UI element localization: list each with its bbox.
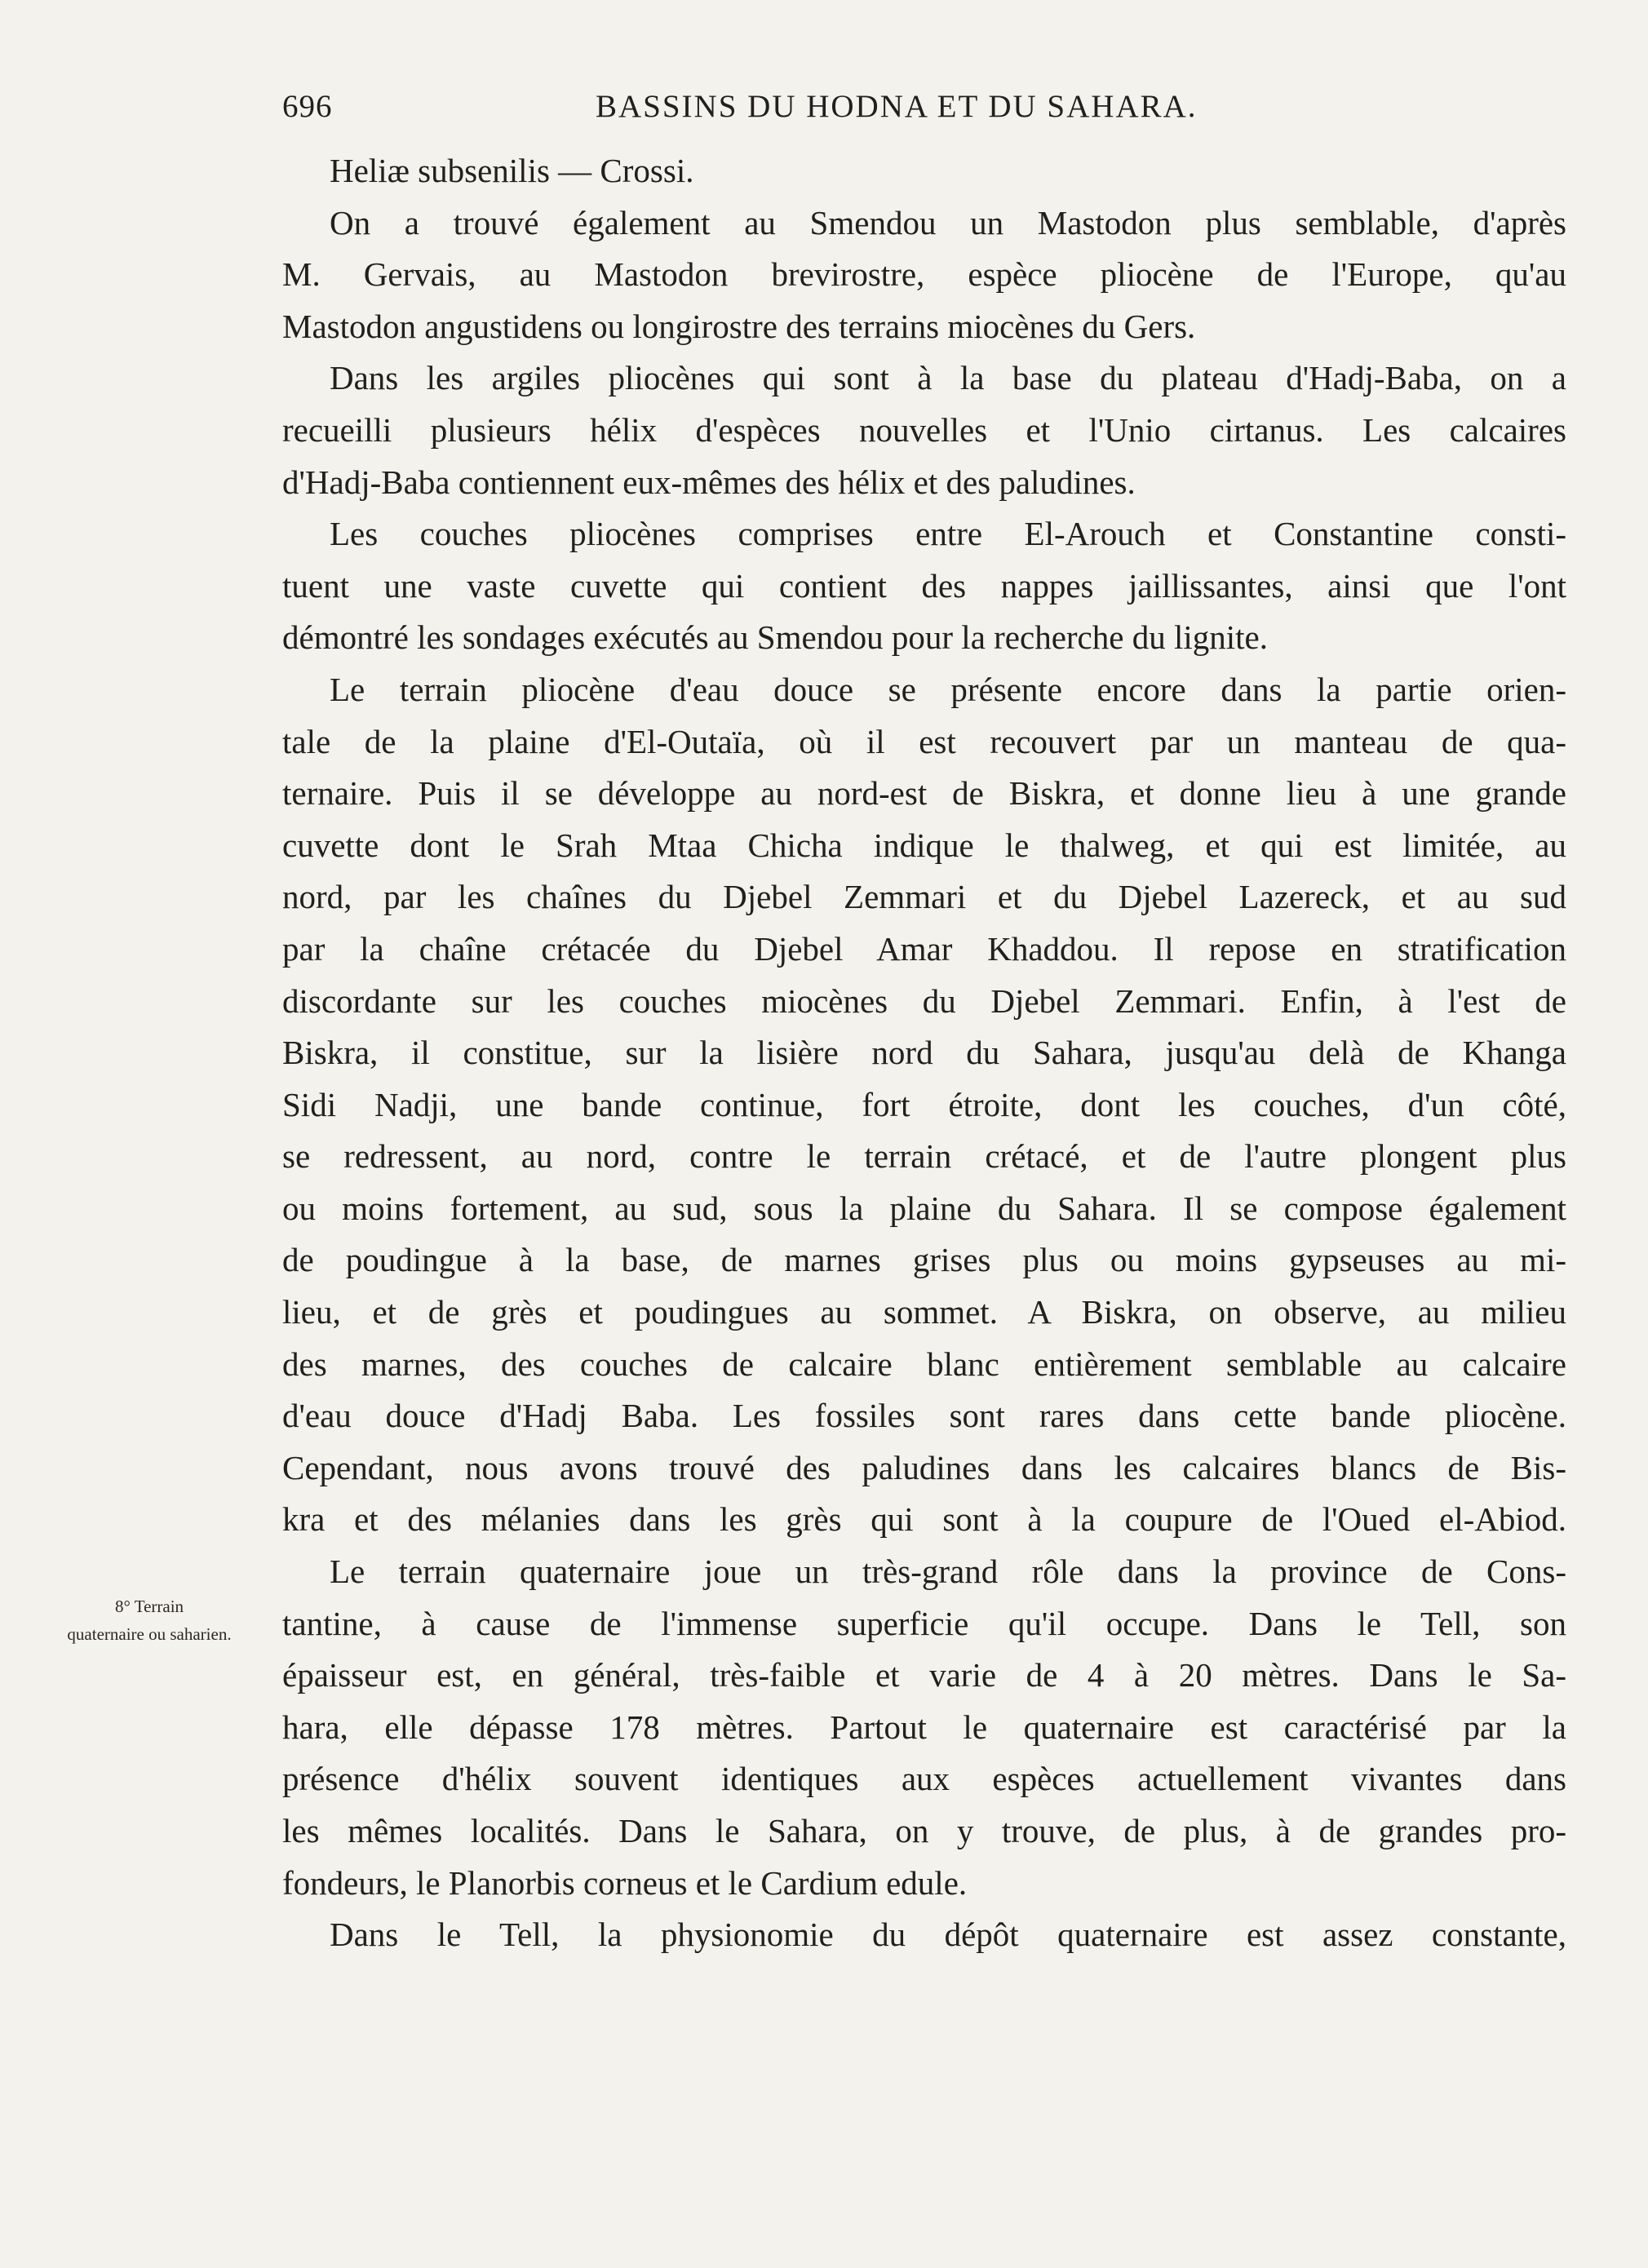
page-number: 696: [282, 89, 333, 124]
text-line: tale de la plaine d'El-Outaïa, où il est recouvert par un manteau de qua-: [282, 722, 1566, 760]
text-line: se redressent, au nord, contre le terrain crétacé, et de l'autre plongent plus: [282, 1137, 1566, 1176]
text-line: kra et des mélanies dans les grès qui sont à la coupure de l'Oued el-Abiod.: [282, 1500, 1566, 1539]
text-line: cuvette dont le Srah Mtaa Chicha indique le thalweg, et qui est limitée, au: [282, 826, 1566, 864]
text-line: d'eau douce d'Hadj Baba. Les fossiles sont rares dans cette bande pliocène.: [282, 1397, 1566, 1435]
text-line: tuent une vaste cuvette qui contient des nappes jaillissantes, ainsi que l'ont: [282, 566, 1566, 605]
text-line: ternaire. Puis il se développe au nord-est de Biskra, et donne lieu à une grande: [282, 774, 1566, 813]
text-line: Sidi Nadji, une bande continue, fort étroite, dont les couches, d'un côté,: [282, 1085, 1566, 1123]
margin-note-line: quaternaire ou saharien.: [67, 1624, 232, 1644]
margin-note: [47, 1592, 251, 1648]
page-header: [282, 80, 1566, 129]
text-line: hara, elle dépasse 178 mètres. Partout le quaternaire est caractérisé par la: [282, 1708, 1566, 1746]
text-line: recueilli plusieurs hélix d'espèces nouvelles et l'Unio cirtanus. Les calcaires: [282, 410, 1566, 449]
text-line: M. Gervais, au Mastodon brevirostre, espèce pliocène de l'Europe, qu'au: [282, 255, 1566, 294]
text-line: Le terrain pliocène d'eau douce se présente encore dans la partie orien-: [330, 670, 1566, 708]
text-line: Cependant, nous avons trouvé des paludines dans les calcaires blancs de Bis-: [282, 1448, 1566, 1486]
text-line: discordante sur les couches miocènes du Djebel Zemmari. Enfin, à l'est de: [282, 981, 1566, 1020]
text-line: Biskra, il constitue, sur la lisière nord du Sahara, jusqu'au delà de Khanga: [282, 1034, 1566, 1072]
text-line: Dans les argiles pliocènes qui sont à la base du plateau d'Hadj-Baba, on a: [330, 359, 1566, 397]
text-line: Les couches pliocènes comprises entre El-Arouch et Constantine consti-: [330, 515, 1566, 553]
text-line: épaisseur est, en général, très-faible et varie de 4 à 20 mètres. Dans le Sa-: [282, 1656, 1566, 1694]
text-line: tantine, à cause de l'immense superficie qu'il occupe. Dans le Tell, son: [282, 1604, 1566, 1642]
text-line: ou moins fortement, au sud, sous la plaine du Sahara. Il se compose également: [282, 1189, 1566, 1227]
text-line: des marnes, des couches de calcaire blanc entièrement semblable au calcaire: [282, 1344, 1566, 1383]
text-line: fondeurs, le Planorbis corneus et le Cardium edule.: [282, 1863, 968, 1902]
running-title: BASSINS DU HODNA ET DU SAHARA.: [596, 89, 1198, 124]
text-line: de poudingue à la base, de marnes grises plus ou moins gypseuses au mi-: [282, 1241, 1566, 1279]
body-text: [282, 145, 1566, 1961]
text-line: Mastodon angustidens ou longirostre des terrains miocènes du Gers.: [282, 307, 1196, 345]
text-line: présence d'hélix souvent identiques aux espèces actuellement vivantes dans: [282, 1760, 1566, 1798]
text-line: d'Hadj-Baba contiennent eux-mêmes des hélix et des paludines.: [282, 463, 1136, 501]
text-line: par la chaîne crétacée du Djebel Amar Khaddou. Il repose en stratification: [282, 929, 1566, 968]
text-line: les mêmes localités. Dans le Sahara, on y trouve, de plus, à de grandes pro-: [282, 1812, 1566, 1849]
text-line: Le terrain quaternaire joue un très-grand rôle dans la province de Cons-: [330, 1553, 1566, 1591]
text-line: démontré les sondages exécutés au Smendou pour la recherche du lignite.: [282, 618, 1268, 657]
text-line: lieu, et de grès et poudingues au sommet. A Biskra, on observe, au milieu: [282, 1293, 1566, 1331]
text-line: On a trouvé également au Smendou un Mastodon plus semblable, d'après: [330, 203, 1566, 241]
text-line: Heliæ subsenilis — Crossi.: [330, 152, 694, 189]
text-line: Dans le Tell, la physionomie du dépôt quaternaire est assez constante,: [330, 1916, 1566, 1954]
text-line: nord, par les chaînes du Djebel Zemmari et du Djebel Lazereck, et au sud: [282, 878, 1566, 916]
margin-note-line: 8° Terrain: [114, 1597, 184, 1616]
